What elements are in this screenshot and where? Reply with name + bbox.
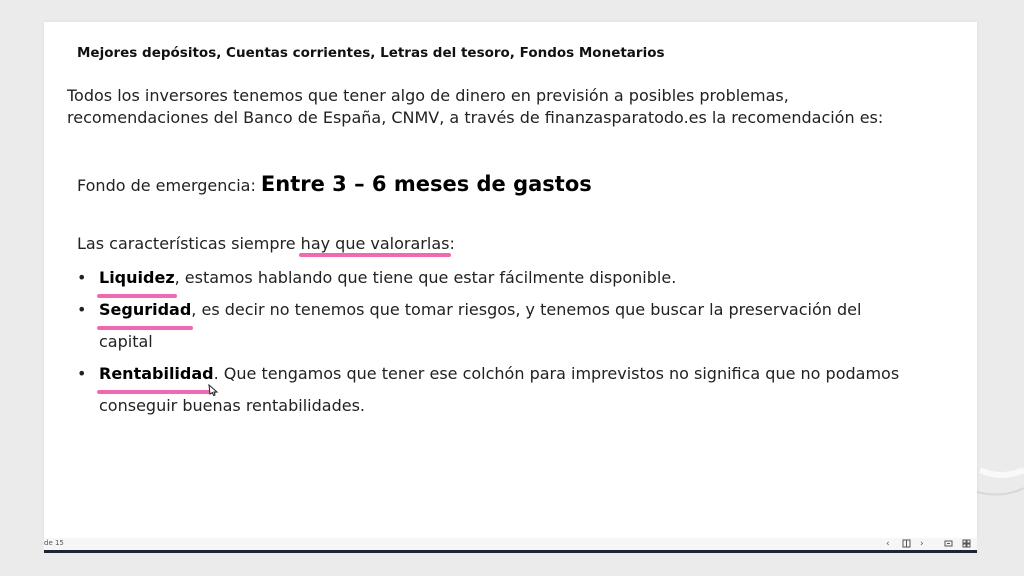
bullet-text: , es decir no tenemos que tomar riesgos, y tenemos que buscar la preservación del capital (99, 300, 862, 351)
emergency-fund-label: Fondo de emergencia: (77, 176, 261, 195)
emergency-fund-line (77, 172, 592, 196)
bullet-icon: • (77, 268, 87, 287)
progress-bar (44, 550, 977, 553)
bullet-text: . Que tengamos que tener ese colchón para imprevistos no significa que no podamos conseguir buenas rentabilidades. (99, 364, 900, 415)
emergency-fund-value: Entre 3 – 6 meses de gastos (260, 172, 592, 196)
characteristics-list (77, 262, 907, 422)
previous-slide-icon[interactable]: ‹ (886, 539, 890, 549)
list-item (77, 358, 907, 422)
bullet-text: , estamos hablando que tiene que estar fácilmente disponible. (174, 268, 677, 287)
list-item (77, 294, 907, 358)
bullet-term: Rentabilidad (99, 358, 214, 390)
intro-paragraph: Todos los inversores tenemos que tener algo de dinero en previsión a posibles problemas, recomendaciones del Banco de España, CNMV, a través de finanzasparatodo.es la recomendación es: (67, 86, 884, 127)
characteristics-prefix: Las características siempre (77, 234, 301, 253)
characteristics-intro (77, 234, 455, 253)
bullet-term: Seguridad (99, 294, 191, 326)
characteristics-highlight: hay que valorarlas (300, 234, 450, 253)
characteristics-suffix: : (449, 234, 455, 253)
slide-counter: de 15 (44, 539, 64, 547)
bullet-icon: • (77, 300, 87, 319)
bullet-term: Liquidez (99, 262, 175, 294)
next-slide-icon[interactable]: › (920, 539, 924, 549)
presentation-slide (44, 22, 977, 538)
list-item (77, 262, 907, 294)
slide-heading: Mejores depósitos, Cuentas corrientes, Letras del tesoro, Fondos Monetarios (77, 45, 665, 61)
bullet-icon: • (77, 364, 87, 383)
presentation-toolbar (44, 538, 977, 550)
pen-cursor-icon (207, 384, 219, 396)
